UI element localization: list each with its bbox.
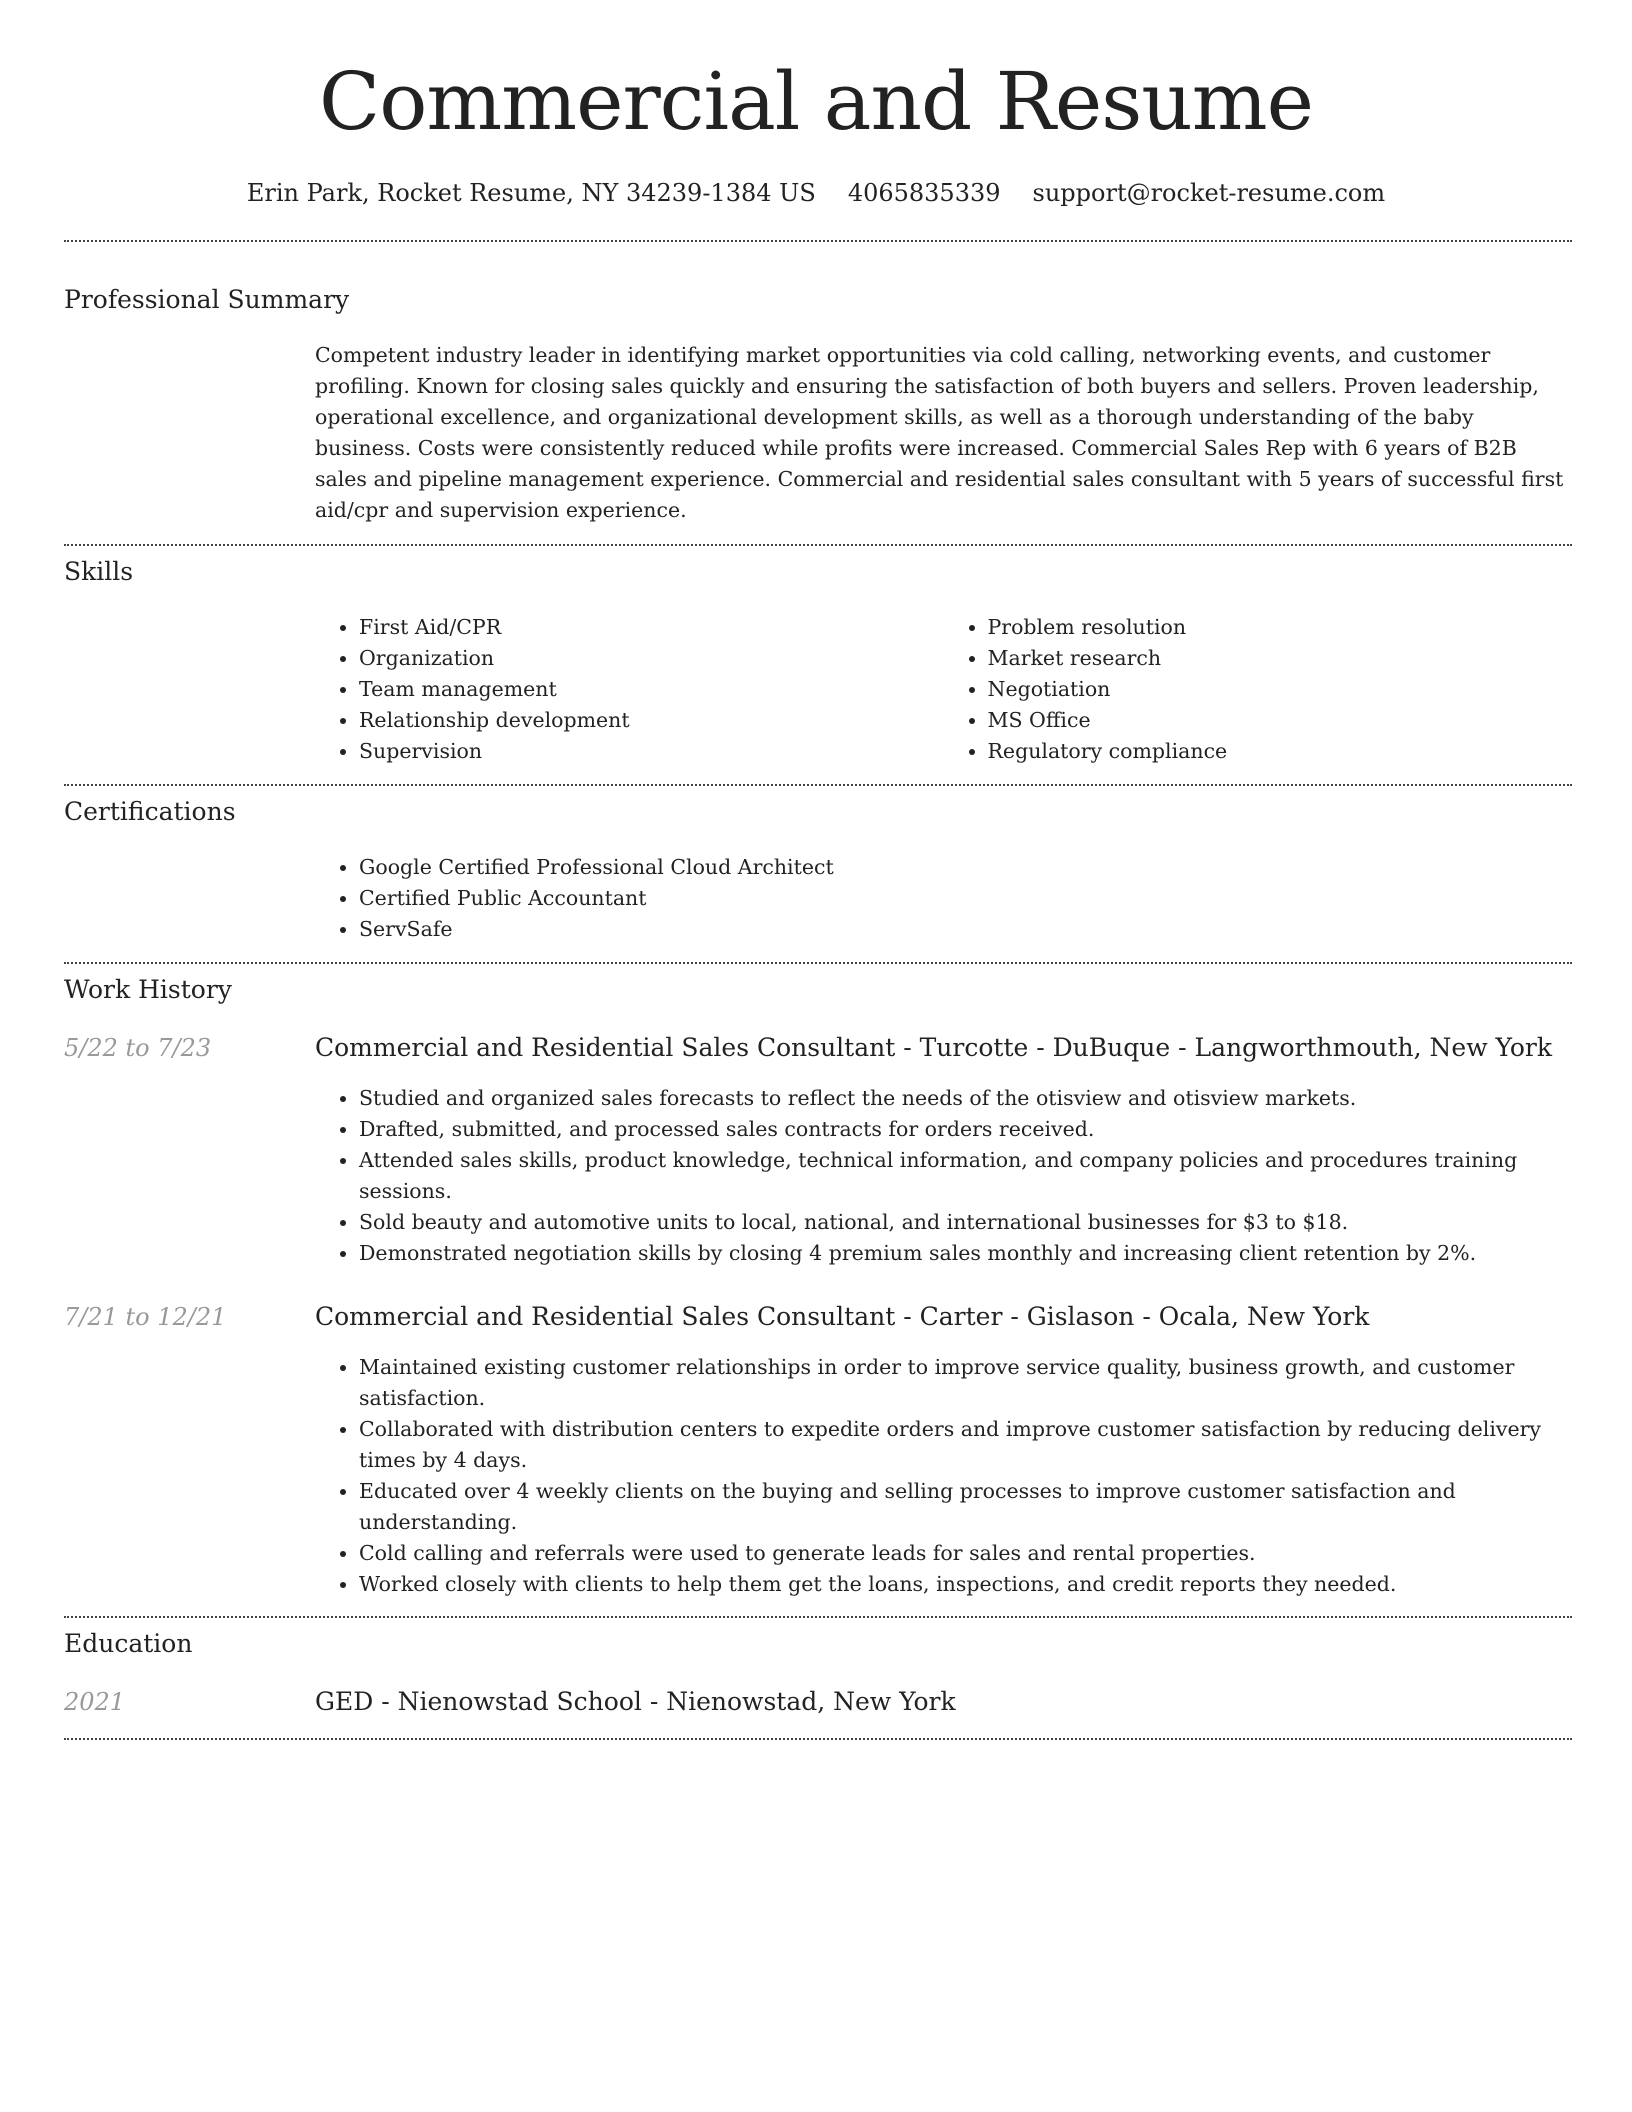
job-bullet: • Worked closely with clients to help them get the loans, inspections, and credit reports they needed. [359, 1569, 1572, 1600]
contact-address: Erin Park, Rocket Resume, NY 34239-1384 US [246, 179, 816, 207]
job-bullet: • Maintained existing customer relationships in order to improve service quality, business growth, and customer satisfaction. [359, 1352, 1572, 1414]
divider [64, 544, 1572, 546]
skill-item: • MS Office [988, 705, 1573, 736]
job-bullets [315, 1083, 1572, 1269]
divider [64, 1738, 1572, 1740]
divider [64, 962, 1572, 964]
skills-heading: Skills [64, 557, 134, 586]
resume-header [0, 0, 1632, 208]
summary-block [315, 340, 1572, 526]
job-bullet: • Attended sales skills, product knowledge, technical information, and company policies and procedures training sessions. [359, 1145, 1572, 1207]
contact-phone: 4065835339 [847, 179, 1001, 207]
skills-column-left [315, 612, 944, 767]
skill-item: • First Aid/CPR [359, 612, 944, 643]
certifications-heading: Certifications [64, 797, 236, 826]
divider [64, 1616, 1572, 1618]
certification-item: • Google Certified Professional Cloud Architect [359, 852, 1572, 883]
job-title: Commercial and Residential Sales Consultant - Turcotte - DuBuque - Langworthmouth, New York [315, 1033, 1553, 1062]
certification-item: • ServSafe [359, 914, 1572, 945]
certification-item: • Certified Public Accountant [359, 883, 1572, 914]
job-bullet: • Sold beauty and automotive units to local, national, and international businesses for $3 to $18. [359, 1207, 1572, 1238]
job-title: Commercial and Residential Sales Consultant - Carter - Gislason - Ocala, New York [315, 1302, 1370, 1331]
job-bullet: • Collaborated with distribution centers to expedite orders and improve customer satisfaction by reducing delivery times by 4 days. [359, 1414, 1572, 1476]
job-bullet: • Educated over 4 weekly clients on the buying and selling processes to improve customer satisfaction and understanding. [359, 1476, 1572, 1538]
resume-title: Commercial and Resume [319, 55, 1313, 148]
summary-text: Competent industry leader in identifying market opportunities via cold calling, networking events, and customer profiling. Known for closing sales quickly and ensuring the satisfaction of both buyers and sellers. Proven leadership, operational excellence, and organizational development skills, as well as a thorough understanding of the baby business. Costs were consistently reduced while profits were increased. Commercial Sales Rep with 6 years of B2B sales and pipeline management experience. Commercial and residential sales consultant with 5 years of successful first aid/cpr and supervision experience. [315, 343, 1564, 522]
skill-item: • Organization [359, 643, 944, 674]
skill-item: • Regulatory compliance [988, 736, 1573, 767]
divider [64, 240, 1572, 242]
education-year: 2021 [64, 1688, 126, 1716]
skill-item: • Negotiation [988, 674, 1573, 705]
summary-heading: Professional Summary [64, 285, 350, 314]
divider [64, 784, 1572, 786]
job-bullet: • Demonstrated negotiation skills by closing 4 premium sales monthly and increasing client retention by 2%. [359, 1238, 1572, 1269]
contact-line [0, 178, 1632, 208]
job-bullets [315, 1352, 1572, 1600]
skill-item: • Market research [988, 643, 1573, 674]
job-bullet: • Studied and organized sales forecasts to reflect the needs of the otisview and otisview markets. [359, 1083, 1572, 1114]
skills-column-right [944, 612, 1573, 767]
skill-item: • Supervision [359, 736, 944, 767]
contact-email: support@rocket-resume.com [1032, 179, 1386, 207]
skill-item: • Problem resolution [988, 612, 1573, 643]
education-heading: Education [64, 1629, 193, 1658]
education-title: GED - Nienowstad School - Nienowstad, New York [315, 1687, 956, 1716]
job-dates: 7/21 to 12/21 [64, 1303, 227, 1331]
job-dates: 5/22 to 7/23 [64, 1034, 212, 1062]
work-heading: Work History [64, 975, 232, 1004]
job-bullet: • Drafted, submitted, and processed sales contracts for orders received. [359, 1114, 1572, 1145]
job-bullet: • Cold calling and referrals were used to generate leads for sales and rental properties. [359, 1538, 1572, 1569]
skills-list [315, 612, 1572, 767]
certifications-list [315, 852, 1572, 945]
skill-item: • Team management [359, 674, 944, 705]
skill-item: • Relationship development [359, 705, 944, 736]
